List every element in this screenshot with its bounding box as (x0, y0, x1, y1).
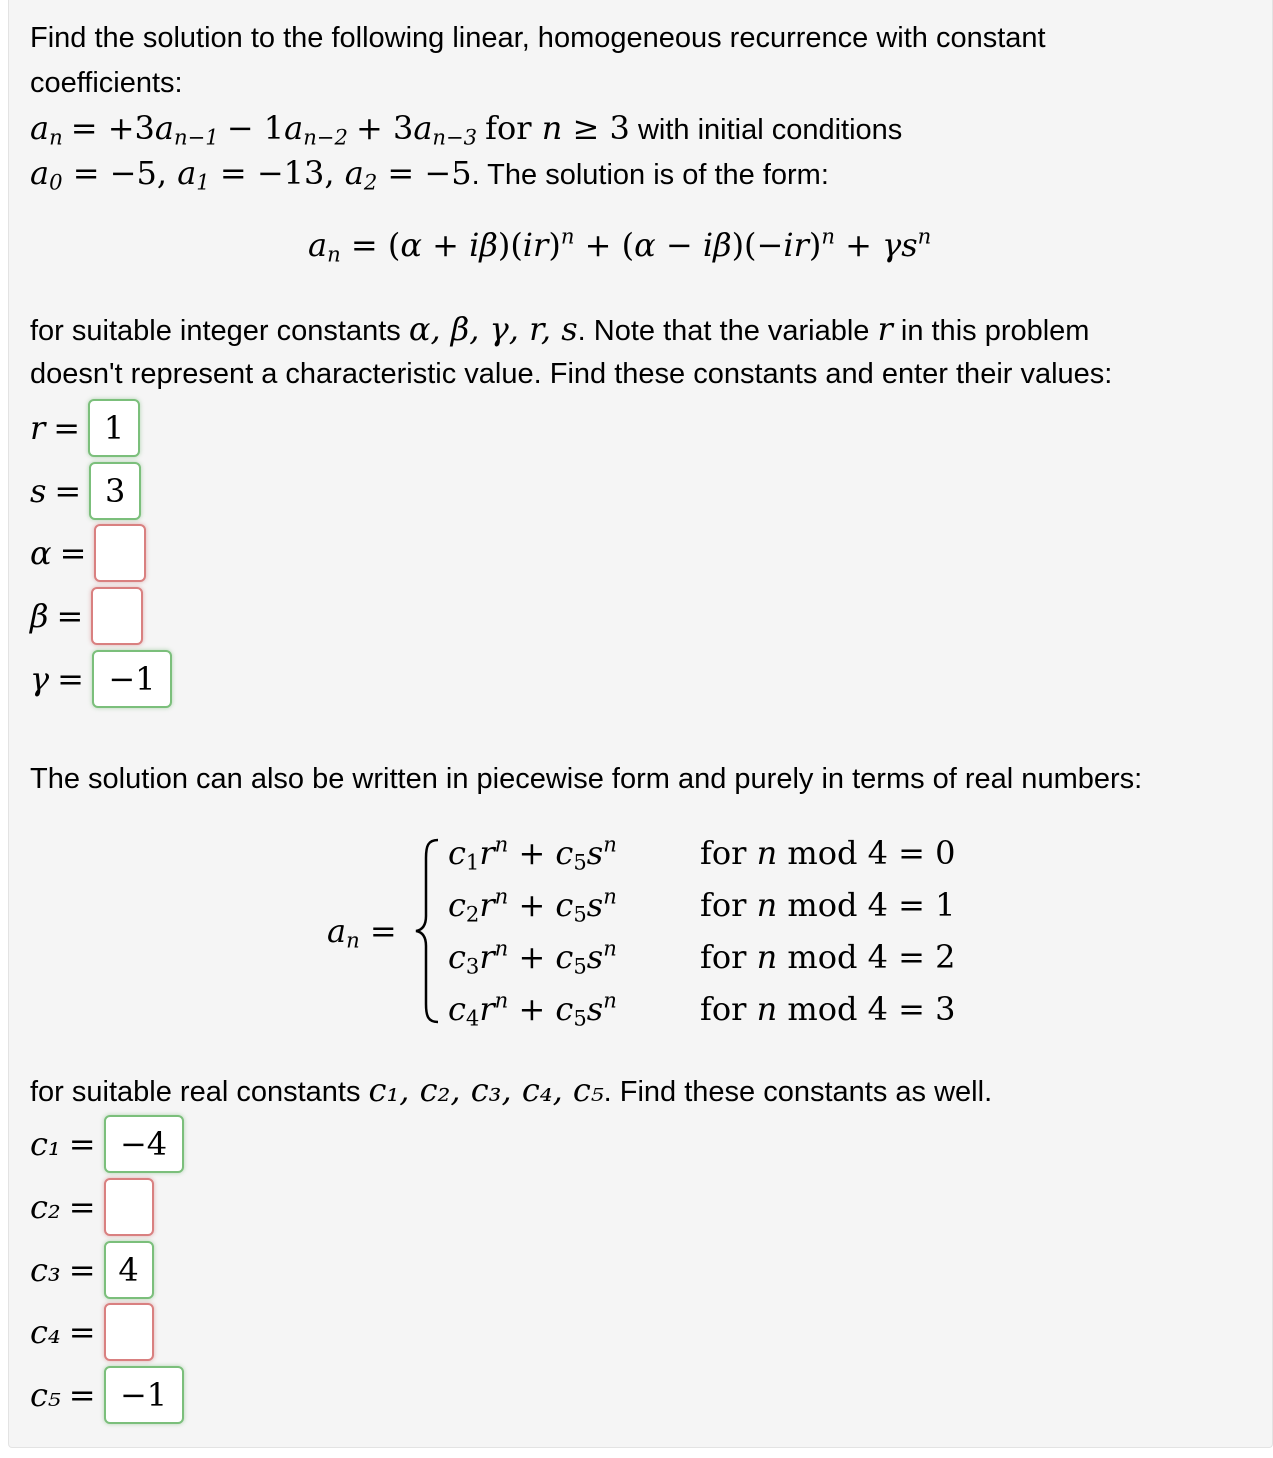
answer-input-c2[interactable] (104, 1178, 154, 1236)
answer-row-alpha (30, 523, 146, 583)
answer-input-beta[interactable] (91, 587, 143, 645)
answer-row-c1 (30, 1114, 184, 1174)
real-constants-post: . Find these constants as well. (603, 1076, 993, 1108)
piecewise-intro-text: The solution can also be written in piecewise form and purely in terms of real numbers: (30, 763, 1143, 795)
answer-input-gamma[interactable]: −1 (92, 650, 172, 708)
answer-label-gamma: γ = (30, 660, 84, 698)
case-cond-1: for n mod 4 = 1 (700, 886, 956, 924)
case-row-0: $c_1r^n + c_5s^n$ (448, 831, 617, 875)
intro-text-1: Find the solution to the following linear, homogeneous recurrence with constant (30, 22, 1046, 54)
answer-row-c4 (30, 1302, 154, 1362)
answer-label-c1: c₁ = (30, 1125, 96, 1163)
constants-post: . Note that the variable (577, 315, 870, 347)
answer-label-alpha: α = (30, 534, 87, 572)
answer-input-s[interactable]: 3 (89, 462, 141, 520)
answer-row-c2 (30, 1177, 154, 1237)
constants-pre: for suitable integer constants (30, 315, 401, 347)
intro-line-2 (30, 61, 183, 106)
answer-input-c5[interactable]: −1 (104, 1366, 184, 1424)
answer-label-c5: c₅ = (30, 1376, 96, 1414)
form-text: . The solution is of the form: (471, 159, 829, 191)
answer-label-beta: β = (30, 597, 84, 635)
piecewise-intro (30, 757, 1142, 802)
real-constants-list: c₁, c₂, c₃, c₄, c₅ (368, 1071, 604, 1109)
constants-line-1: for suitable integer constants α, β, γ, r, s. Note that the variable r in this problem (30, 310, 1090, 348)
answer-label-c3: c₃ = (30, 1251, 96, 1289)
real-constants-line (30, 1068, 992, 1115)
intro-line-1 (30, 16, 1046, 61)
answer-row-c5 (30, 1365, 184, 1425)
constants-end: in this problem (900, 315, 1090, 347)
case-cond-0: for n mod 4 = 0 (700, 834, 956, 872)
conditions-text: with initial conditions (637, 114, 903, 146)
answer-label-c4: c₄ = (30, 1313, 96, 1351)
case-row-2: $c_3r^n + c_5s^n$ (448, 935, 617, 979)
real-constants-pre: for suitable real constants (30, 1076, 361, 1108)
answer-label-s: s = (30, 472, 82, 510)
problem-panel (8, 0, 1273, 1448)
initial-conditions-line: $a_0 = -5$, $a_1 = -13$, $a_2 = -5$. The solution is of the form: (30, 154, 829, 195)
constants-line-2-text: doesn't represent a characteristic value. Find these constants and enter their values: (30, 358, 1113, 390)
case-row-1: $c_2r^n + c_5s^n$ (448, 883, 617, 927)
piecewise-brace (414, 838, 442, 1024)
answer-input-c1[interactable]: −4 (104, 1115, 184, 1173)
piecewise-lhs: $a_n$ = (327, 912, 397, 953)
case-cond-3: for n mod 4 = 3 (700, 990, 956, 1028)
case-cond-2: for n mod 4 = 2 (700, 938, 956, 976)
case-row-3: $c_4r^n + c_5s^n$ (448, 987, 617, 1031)
answer-input-alpha[interactable] (94, 524, 146, 582)
answer-input-c4[interactable] (104, 1303, 154, 1361)
answer-row-s (30, 461, 141, 521)
answer-row-gamma (30, 649, 172, 709)
answer-row-c3 (30, 1240, 154, 1300)
answer-label-r: r = (30, 409, 81, 447)
recurrence-line: $a_n = +3a_{n-1} - 1a_{n-2} + 3a_{n-3}$ for n ≥ 3 with initial conditions (30, 109, 903, 150)
answer-input-r[interactable]: 1 (88, 399, 140, 457)
general-form-equation: $a_n = (\alpha + i\beta)(ir)^n + (\alpha - i\beta)(-ir)^n + \gamma s^n$ (308, 223, 932, 267)
intro-text-2: coefficients: (30, 67, 183, 99)
answer-row-r (30, 398, 140, 458)
answer-label-c2: c₂ = (30, 1188, 96, 1226)
answer-input-c3[interactable]: 4 (104, 1241, 154, 1299)
constants-line-2 (30, 352, 1112, 397)
answer-row-beta (30, 586, 143, 646)
